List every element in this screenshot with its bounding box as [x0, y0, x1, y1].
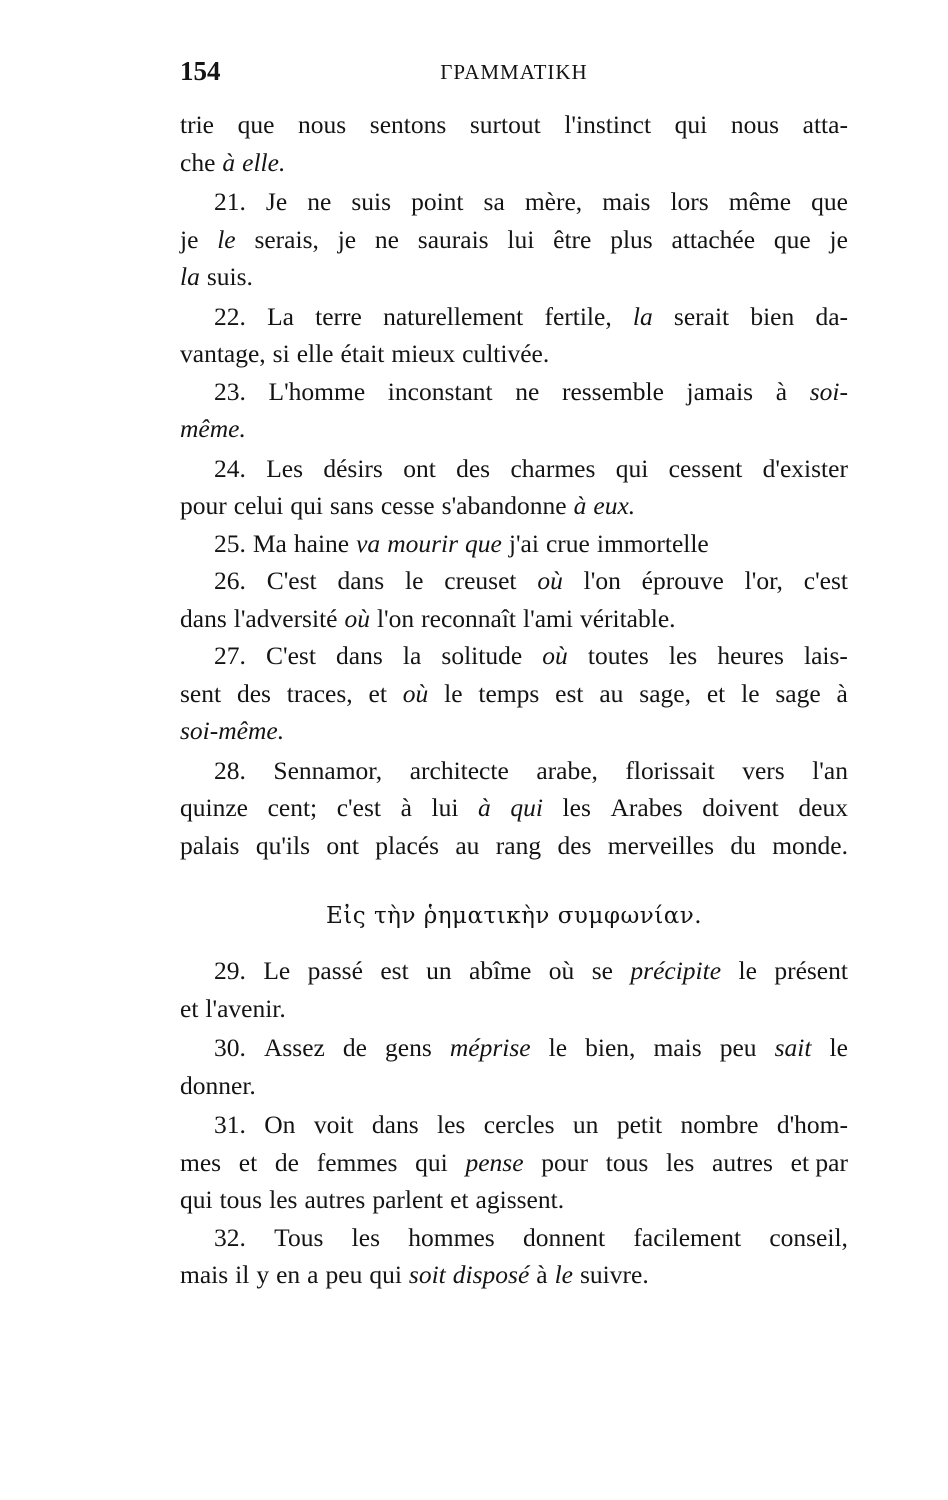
running-title: ΓΡΑΜΜΑΤΙΚΗ — [440, 60, 588, 84]
list-item: 21. Je ne suis point sa mère, mais lors même que je le serais, je ne saurais lui être plus attachée que je la suis. — [180, 187, 848, 291]
list-item: 28. Sennamor, architecte arabe, florissait vers l'an quinze cent; c'est à lui à qui les Arabes doivent deux palais qu'ils ont placés au rang des merveilles du monde. — [180, 755, 848, 860]
body-text — [180, 106, 848, 1294]
list-item: 22. La terre naturellement fertile, la serait bien da- vantage, si elle était mieux cultivée. — [180, 301, 848, 368]
list-item: 31. On voit dans les cercles un petit nombre d'hom- mes et de femmes qui pense pour tous les autres et par qui tous les autres parlent et agissent. — [180, 1110, 848, 1214]
list-item: 32. Tous les hommes donnent facilement conseil, mais il y en a peu qui soit disposé à le suivre. — [180, 1222, 848, 1289]
list-item: trie que nous sentons surtout l'instinct qui nous atta- che à elle. — [180, 110, 848, 177]
list-item: 30. Assez de gens méprise le bien, mais peu sait le donner. — [180, 1033, 848, 1100]
list-item: 29. Le passé est un abîme où se précipite le présent et l'avenir. — [180, 956, 848, 1023]
list-item: 27. C'est dans la solitude où toutes les heures lais- sent des traces, et où le temps est au sage, et le sage à soi-même. — [180, 641, 848, 745]
page-header — [180, 56, 848, 92]
list-item: 26. C'est dans le creuset où l'on éprouve l'or, c'est dans l'adversité où l'on reconnaît l'ami véritable. — [180, 566, 848, 633]
page-number: 154 — [180, 56, 221, 86]
list-item: 24. Les désirs ont des charmes qui cessent d'exister pour celui qui sans cesse s'abandonne à eux. — [180, 453, 848, 520]
list-item: 23. L'homme inconstant ne ressemble jamais à soi- même. — [180, 376, 848, 443]
section-heading: Εἰς τὴν ῥηματικὴν συμφωνίαν. — [325, 903, 703, 929]
list-item: 25. Ma haine va mourir que j'ai crue immortelle — [214, 528, 709, 558]
